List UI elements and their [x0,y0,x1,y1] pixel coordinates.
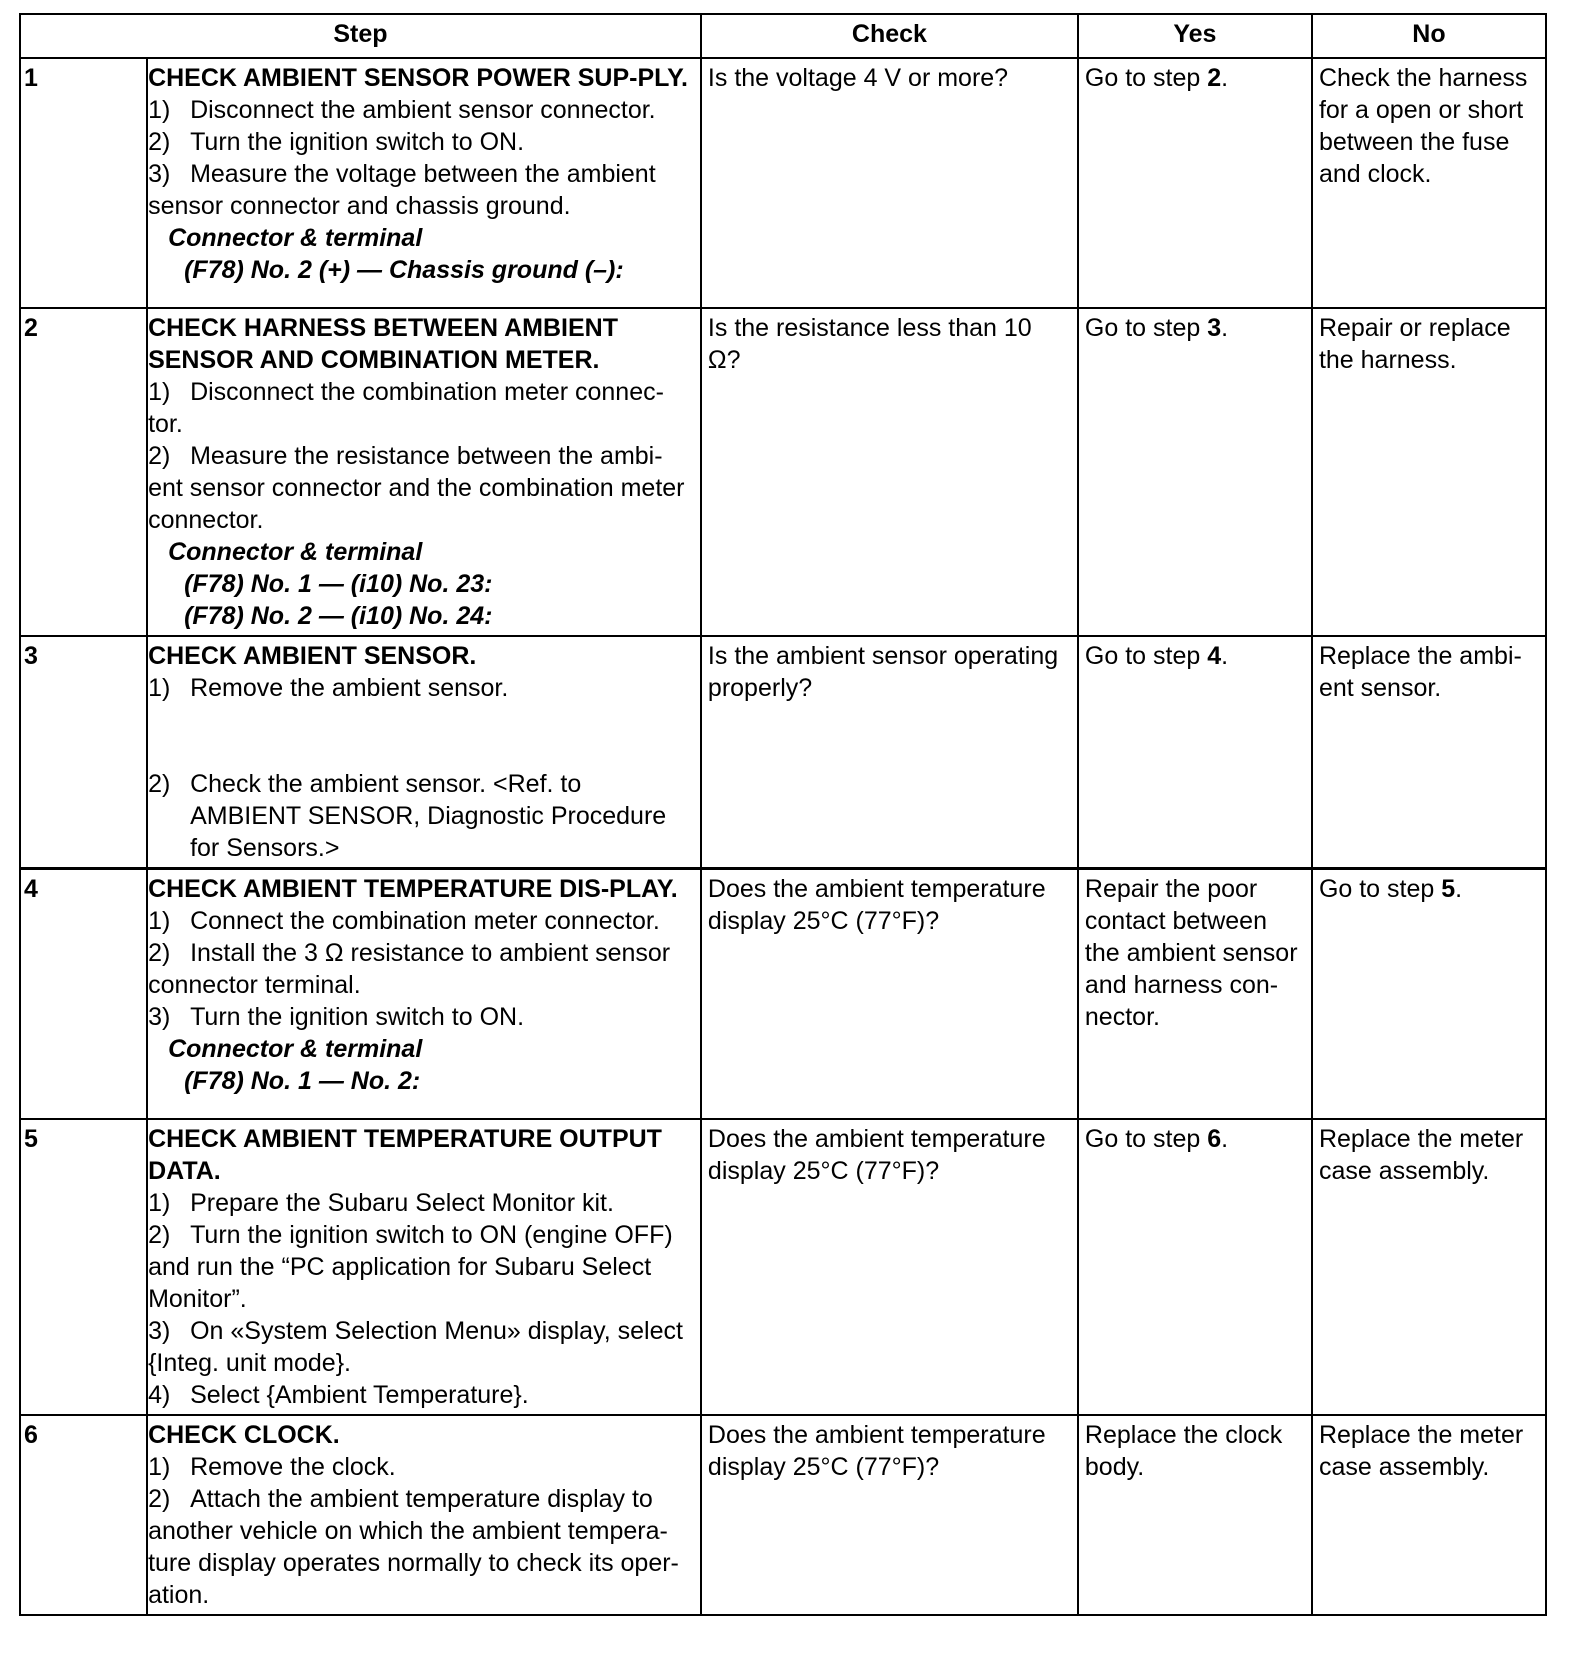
step-title: CHECK AMBIENT SENSOR. [148,642,477,670]
substep: 2) Check the ambient sensor. <Ref. to AMBIENT SENSOR, Diagnostic Procedure for Sensors.> [148,770,667,862]
no-cell: Repair or replace the harness. [1312,308,1546,636]
spec-line: (F78) No. 2 — (i10) No. 24: [184,602,493,630]
step-number: 5 [20,1119,147,1415]
step-description [147,58,701,308]
check-cell: Does the ambient temperature display 25°C (77°F)? [701,1415,1078,1615]
no-cell: Replace the meter case assembly. [1312,1119,1546,1415]
step-description [147,636,701,869]
table-row [20,1119,1546,1415]
step-number: 4 [20,869,147,1119]
check-cell: Does the ambient temperature display 25°C (77°F)? [701,869,1078,1119]
step-title: CHECK HARNESS BETWEEN AMBIENT SENSOR AND COMBINATION METER. [148,314,618,374]
step-title: CHECK AMBIENT TEMPERATURE OUTPUT DATA. [148,1124,662,1185]
step-title: CHECK AMBIENT SENSOR POWER SUP-PLY. [148,64,688,92]
spec-line: (F78) No. 2 (+) — Chassis ground (–): [184,256,624,284]
substep: 1) Disconnect the combination meter connec-tor. [148,378,664,438]
header-row [20,14,1546,58]
substep: 1) Remove the clock. [148,1452,396,1481]
yes-cell: Repair the poor contact between the ambient sensor and harness con-nector. [1078,869,1312,1119]
header-step: Step [20,14,701,58]
no-cell: Check the harness for a open or short between the fuse and clock. [1312,58,1546,308]
step-description [147,869,701,1119]
no-cell: Go to step 5. [1312,869,1546,1119]
check-cell: Is the ambient sensor operating properly? [701,636,1078,869]
substep: 2) Measure the resistance between the ambi-ent sensor connector and the combination meter connector. [148,442,685,534]
substep: 2) Turn the ignition switch to ON (engine OFF) and run the “PC application for Subaru Select Monitor”. [148,1220,673,1313]
header-check: Check [701,14,1078,58]
spec-line: (F78) No. 1 — No. 2: [184,1067,421,1095]
step-title: CHECK CLOCK. [148,1420,340,1449]
substep: 2) Turn the ignition switch to ON. [148,128,525,156]
header-no: No [1312,14,1546,58]
substep: 2) Attach the ambient temperature display to another vehicle on which the ambient tempera-ture display operates normally to check its oper-ation. [148,1484,679,1609]
table-row [20,1415,1546,1615]
step-title: CHECK AMBIENT TEMPERATURE DIS-PLAY. [148,875,678,903]
step-description [147,308,701,636]
yes-cell: Go to step 4. [1078,636,1312,869]
substep: 3) Measure the voltage between the ambient sensor connector and chassis ground. [148,160,656,220]
diagnostic-table [19,13,1547,1616]
substep: 1) Connect the combination meter connector. [148,907,660,935]
table-row [20,308,1546,636]
table-row [20,58,1546,308]
step-description [147,1119,701,1415]
check-cell: Is the resistance less than 10 Ω? [701,308,1078,636]
yes-cell: Replace the clock body. [1078,1415,1312,1615]
substep: 1) Prepare the Subaru Select Monitor kit. [148,1188,614,1217]
no-cell: Replace the meter case assembly. [1312,1415,1546,1615]
step-number: 2 [20,308,147,636]
spec-heading: Connector & terminal [168,538,423,566]
step-number: 6 [20,1415,147,1615]
substep: 2) Install the 3 Ω resistance to ambient sensor connector terminal. [148,939,671,999]
step-number: 1 [20,58,147,308]
yes-cell: Go to step 3. [1078,308,1312,636]
yes-cell: Go to step 2. [1078,58,1312,308]
step-number: 3 [20,636,147,869]
yes-cell: Go to step 6. [1078,1119,1312,1415]
spec-heading: Connector & terminal [168,1035,423,1063]
substep: 3) Turn the ignition switch to ON. [148,1003,525,1031]
header-yes: Yes [1078,14,1312,58]
table-row [20,869,1546,1119]
substep: 1) Disconnect the ambient sensor connector. [148,96,656,124]
substep: 1) Remove the ambient sensor. [148,674,509,702]
check-cell: Is the voltage 4 V or more? [701,58,1078,308]
step-description [147,1415,701,1615]
substep: 4) Select {Ambient Temperature}. [148,1380,529,1409]
no-cell: Replace the ambi-ent sensor. [1312,636,1546,869]
spec-heading: Connector & terminal [168,224,423,252]
substep: 3) On «System Selection Menu» display, select {Integ. unit mode}. [148,1316,683,1377]
table-row [20,636,1546,869]
spec-line: (F78) No. 1 — (i10) No. 23: [184,570,493,598]
check-cell: Does the ambient temperature display 25°C (77°F)? [701,1119,1078,1415]
